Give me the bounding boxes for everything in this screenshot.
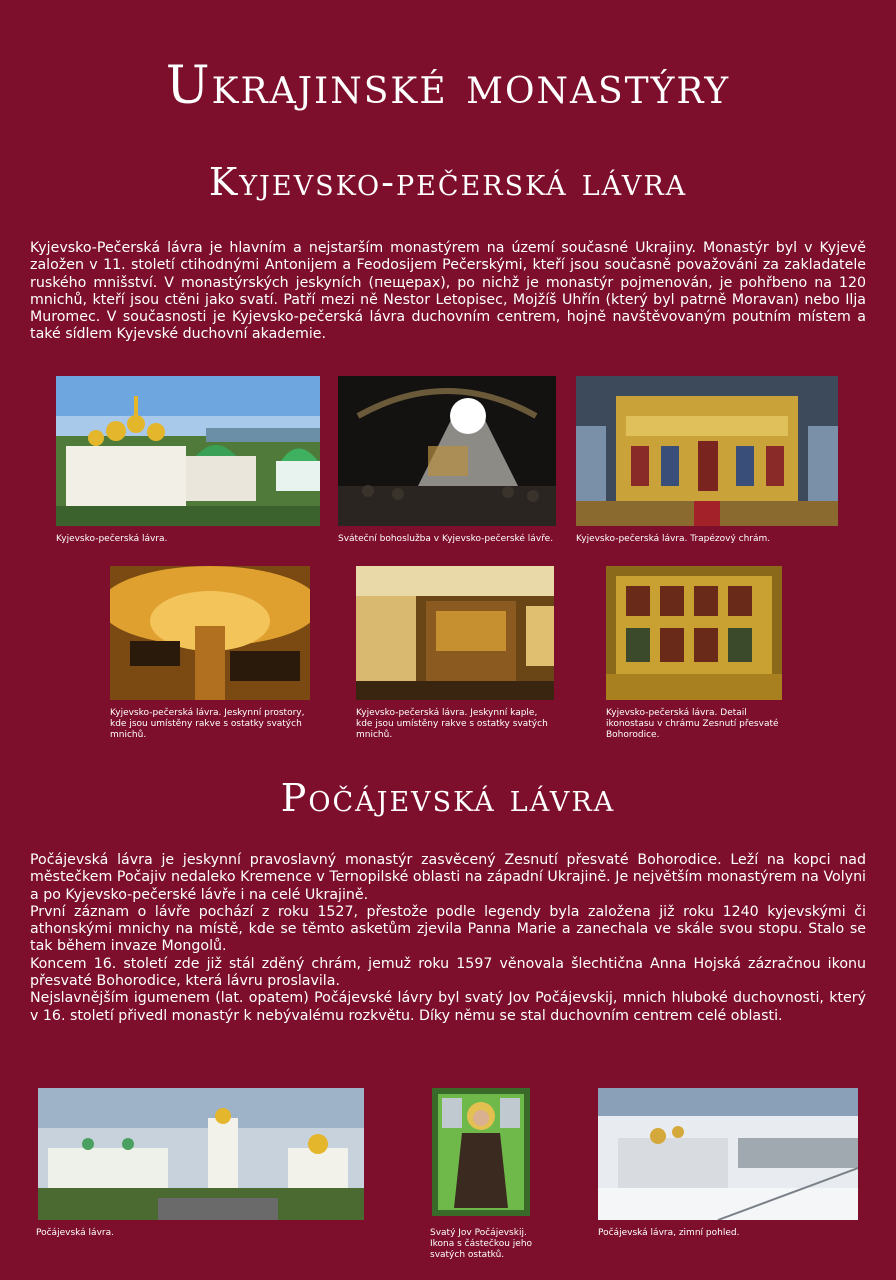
photo-kyiv-cave-chapel <box>356 566 554 700</box>
photo-kyiv-refectory-church <box>576 376 838 526</box>
caption: Kyjevsko-pečerská lávra. Trapézový chrám. <box>576 534 771 544</box>
photo-kyiv-iconostasis <box>606 566 782 700</box>
caption: Kyjevsko-pečerská lávra. Detail ikonostasu v chrámu Zesnutí přesvaté Bohorodice. <box>606 708 779 740</box>
paragraph: Kyjevsko-Pečerská lávra je hlavním a nejstarším monastýrem na území současné Ukrajiny. Monastýr byl v Kyjevě založen v 11. století ctihodnými Antonijem a Feodosijem Pečerskými, kteří jsou současně považováni za zakladatele ruského mnišství. V monastýrských jeskyních (пещерах), po nichž je monastýr pojmenován, je pohřbeno na 120 mnichů, kteří jsou ctěni jako svatí. Patří mezi ně Nestor Letopisec, Mojžíš Uhřín (který byl patrně Moravan) nebo Ilja Muromec. V současnosti je Kyjevsko-pečerská lávra duchovním centrem, hojně navštěvovaným poutním místem a také sídlem Kyjevské duchovní akademie. <box>30 240 866 343</box>
section-text-kyiv <box>30 240 866 344</box>
paragraph: Počájevská lávra je jeskynní pravoslavný monastýr zasvěcený Zesnutí přesvaté Bohorodice. Leží na kopci nad městečkem Počajiv nedaleko Kremence v Ternopilské oblasti na západní Ukrajině. Je největším monastýrem na Volyni a po Kyjevsko-pečerské lávře i na celé Ukrajině. <box>30 852 866 903</box>
photo-kyiv-liturgy <box>338 376 556 526</box>
section-title-kyiv: Kyjevsko-pečerská lávra <box>208 160 688 204</box>
paragraph: Nejslavnějším igumenem (lat. opatem) Počájevské lávry byl svatý Jov Počájevskij, mnich hluboké duchovnosti, který v 16. století přivedl monastýr k nebývalému rozkvětu. Díky němu se stal duchovním centrem celé oblasti. <box>30 990 866 1024</box>
caption: Kyjevsko-pečerská lávra. Jeskynní kaple, kde jsou umístěny rakve s ostatky svatých mnichů. <box>356 708 548 740</box>
paragraph: První záznam o lávře pochází z roku 1527, přestože podle legendy byla založena již roku 1240 kyjevskými či athonskými mnichy na místě, kde se těmto asketům zjevila Panna Marie a zanechala ve skále svou stopu. Stalo se tak během invaze Mongolů. <box>30 903 866 955</box>
photo-kyiv-caves <box>110 566 310 700</box>
caption: Sváteční bohoslužba v Kyjevsko-pečerské lávře. <box>338 534 554 544</box>
photo-pochaiv-lavra <box>38 1088 364 1220</box>
photo-saint-jov-icon <box>432 1088 530 1216</box>
caption: Kyjevsko-pečerská lávra. Jeskynní prostory, kde jsou umístěny rakve s ostatky svatých mnichů. <box>110 708 305 740</box>
paragraph: Koncem 16. století zde již stál zděný chrám, jemuž roku 1597 věnovala šlechtična Anna Hojská zázračnou ikonu přesvaté Bohorodice, která lávru proslavila. <box>30 955 866 990</box>
caption: Počájevská lávra. <box>36 1228 114 1238</box>
caption: Svatý Jov Počájevskij. Ikona s částečkou jeho svatých ostatků. <box>430 1228 533 1260</box>
caption: Počájevská lávra, zimní pohled. <box>598 1228 740 1238</box>
section-text-pochaiv <box>30 852 866 1025</box>
section-title-pochaiv: Počájevská lávra <box>280 776 616 820</box>
photo-kyiv-lavra-panorama <box>56 376 320 526</box>
poster-title: Ukrajinské monastýry <box>165 56 731 116</box>
photo-pochaiv-winter <box>598 1088 858 1220</box>
caption: Kyjevsko-pečerská lávra. <box>56 534 168 544</box>
